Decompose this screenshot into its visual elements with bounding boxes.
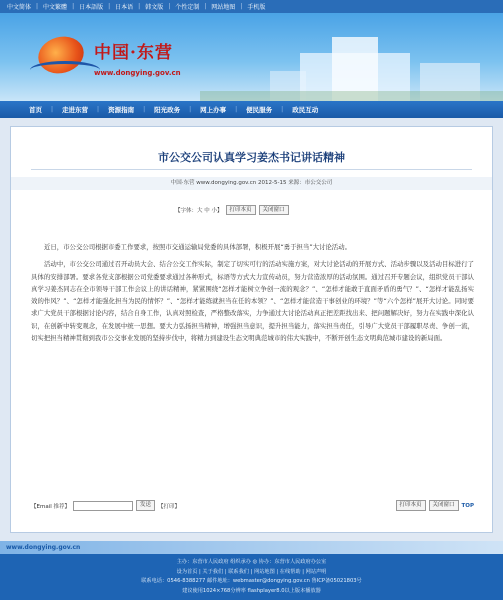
nav-separator: | [189,106,192,113]
top-link-separator: | [240,3,243,10]
top-link-separator: | [72,3,75,10]
font-controls [175,205,289,215]
banner-lawn [200,91,503,101]
title-divider [31,169,472,170]
nav-item[interactable]: 走进东营 [62,106,89,114]
nav-item[interactable]: 政民互动 [292,106,319,114]
top-link-separator: | [36,3,39,10]
email-recommend-label: 【Email 推荐】 [31,503,71,510]
top-link[interactable]: 中文繁體 [43,4,68,11]
top-link-separator: | [204,3,207,10]
nav-item[interactable]: 资源指南 [108,106,135,114]
top-link-separator: | [108,3,111,10]
email-input[interactable] [73,501,133,511]
site-footer [0,554,503,600]
top-links-bar [0,0,503,13]
back-to-top-button[interactable]: TOP [461,502,474,509]
footer-links[interactable]: 设为首页 | 关于我们 | 联系我们 | 网站地图 | 在线帮助 | 网站声明 [176,568,327,575]
nav-item[interactable]: 首页 [29,106,42,114]
print-button[interactable]: 打印本页 [226,205,256,215]
nav-item[interactable]: 便民服务 [246,106,273,114]
print-link[interactable]: 【打印】 [158,503,181,510]
close-page-button[interactable]: 关闭窗口 [429,500,459,511]
nav-separator: | [143,106,146,113]
top-link[interactable]: 日本語版 [79,4,104,11]
top-link-separator: | [168,3,171,10]
nav-separator: | [235,106,238,113]
top-link[interactable]: 手机版 [247,4,266,11]
footer-url: www.dongying.gov.cn [6,544,81,551]
logo-wave-icon [30,61,100,79]
nav-item[interactable]: 网上办事 [200,106,227,114]
font-size-selector[interactable]: 【字体：大 中 小】 [175,208,223,214]
site-banner [0,13,503,101]
article-meta: 中国·东营 www.dongying.gov.cn 2012-5-15 来源：市公交公司 [11,177,492,190]
top-link[interactable]: 日本语 [115,4,134,11]
site-url: www.dongying.gov.cn [94,69,181,77]
send-button[interactable]: 发送 [136,500,155,511]
nav-separator: | [51,106,54,113]
article-title: 市公交公司认真学习姜杰书记讲话精神 [158,151,345,164]
top-link[interactable]: 中文简体 [7,4,32,11]
footer-line: 主办：东营市人民政府 组织承办 ◎ 协办：东营市人民政府办公室 [176,559,327,565]
article-paragraph: 近日，市公交公司根据市委工作要求，按照市交通运输局党委的具体部署，积极开展“勇于担当”大讨论活动。 [44,243,351,251]
nav-item[interactable]: 阳光政务 [154,106,181,114]
close-window-button[interactable]: 关闭窗口 [259,205,289,215]
article-paragraph: 活动中，市公交公司通过召开动员大会、结合公交工作实际，制定了切实可行的活动实施方案，对大讨论活动的开展方式、活动步骤以及活动目标进行了具体的安排部署。要求各党支部根据公司党委要求通过各种形式，标语等方式大力宣传动员，努力营造浓厚的活动氛围。通过召开专题会议，组织党员干部认真学习姜杰同志在全市领导干部工作会议上的讲话精神，紧紧围绕“怎样才能树立争创一流的观念？”、“怎样才能敢于直面矛盾的勇气？”、“怎样才能乱扬实效的作风？”、“怎样才能强化担当为民的情怀？”、“怎样才能练就担当在任的本领？”、“怎样才能营造干事创业的环境？”等“六个怎样”展开大讨论。同时要求广大党员干部根据讨论内容，结合自身工作，认真对照检查，严格整改落实，力争通过大讨论活动真正把差距找出来、把问题解决好，努力在实践中深化认识，在创新中转变观念，在发展中统一思想。要大力弘扬担当精神，增强担当意识，提升担当能力，落实担当责任，引导广大党员干部履职尽责、争创一流，切实把担当精神贯彻到我市公交事业发展的坚持步伐中，将精力到建设生态文明典范城市的伟大实践中，不断开创生态文明典范城市建设的新局面。 [31,260,474,343]
top-link[interactable]: 个性定制 [175,4,200,11]
top-link[interactable]: 韩文版 [145,4,164,11]
article-tools [31,499,474,512]
footer-line: 建议使用1024×768分辨率 flashplayer8.0以上版本播放器 [182,587,321,594]
top-link-separator: | [138,3,141,10]
main-nav [0,101,503,118]
article-body [31,241,474,349]
nav-separator: | [281,106,284,113]
site-title: 中国·东营 [94,43,173,63]
footer-line: 联系电话：0546-8388277 邮件地址：webmaster@dongying.gov.cn 鲁ICP备05021803号 [141,578,362,584]
print-page-button[interactable]: 打印本页 [396,500,426,511]
article-frame [10,126,493,533]
nav-separator: | [97,106,100,113]
top-link[interactable]: 网站地图 [211,4,236,11]
